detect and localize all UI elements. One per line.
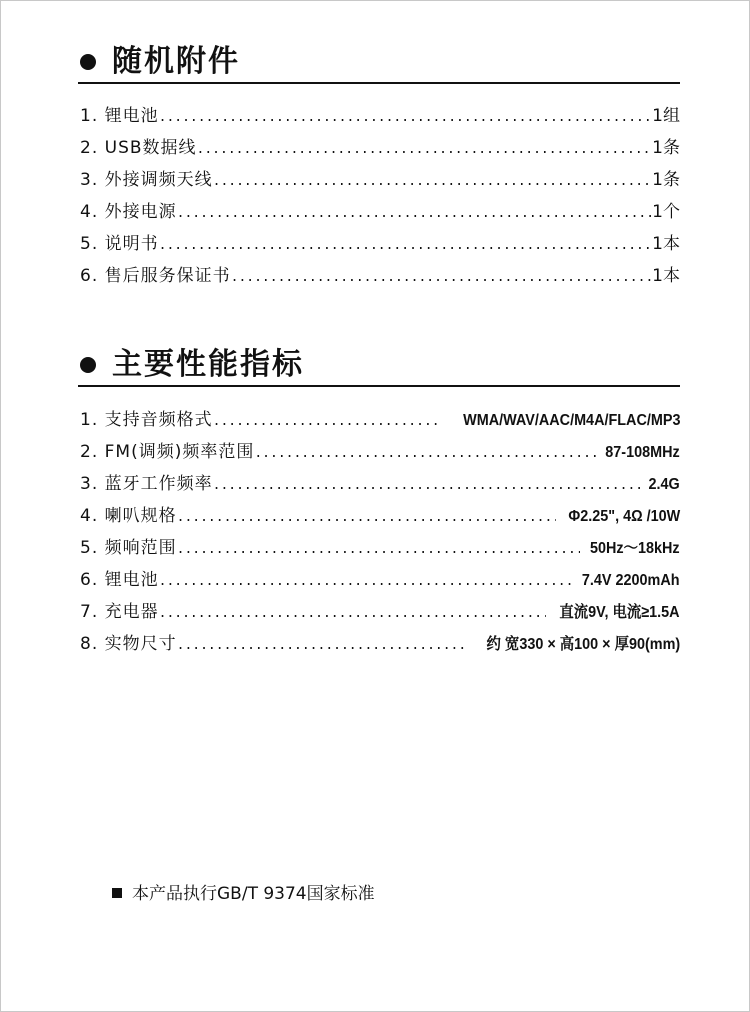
item-label: 3. 蓝牙工作频率: [80, 474, 213, 494]
item-value: 2.4G: [648, 476, 680, 493]
item-label: 3. 外接调频天线: [80, 170, 213, 190]
list-item: [80, 564, 680, 596]
leader-dots: [159, 566, 572, 598]
leader-dots: [254, 438, 597, 470]
item-label: 2. USB数据线: [80, 138, 197, 158]
item-label: 8. 实物尺寸: [80, 634, 177, 654]
leader-dots: [159, 102, 653, 134]
item-label: 1. 支持音频格式: [80, 410, 213, 430]
accessories-title: 随机附件: [112, 44, 240, 79]
specs-title: 主要性能指标: [112, 347, 304, 382]
item-label: 6. 锂电池: [80, 570, 159, 590]
item-value: 87-108MHz: [605, 444, 680, 461]
item-label: 5. 频响范围: [80, 538, 177, 558]
leader-dots: [177, 630, 465, 662]
item-value: 1条: [652, 138, 680, 158]
list-item: [80, 228, 680, 260]
item-value: 1个: [652, 202, 680, 222]
list-item: [80, 260, 680, 292]
item-value: 7.4V 2200mAh: [582, 572, 680, 589]
leader-dots: [177, 534, 581, 566]
item-label: 5. 说明书: [80, 234, 159, 254]
square-bullet-icon: [112, 888, 122, 898]
leader-dots: [231, 262, 653, 294]
item-label: 2. FM(调频)频率范围: [80, 442, 255, 462]
leader-dots: [177, 502, 556, 534]
accessories-header: [78, 42, 680, 84]
item-value: 1组: [652, 106, 680, 126]
item-label: 7. 充电器: [80, 602, 159, 622]
list-item: [80, 436, 680, 468]
item-value: 1本: [652, 234, 680, 254]
list-item: [80, 628, 680, 660]
leader-dots: [159, 230, 653, 262]
bullet-dot-icon: [80, 54, 96, 70]
list-item: [80, 196, 680, 228]
item-label: 6. 售后服务保证书: [80, 266, 231, 286]
leader-dots: [177, 198, 653, 230]
list-item: [80, 100, 680, 132]
leader-dots: [213, 166, 653, 198]
item-label: 4. 外接电源: [80, 202, 177, 222]
standard-note: [112, 882, 375, 906]
item-value: 约 宽330 × 高100 × 厚90(mm): [486, 636, 680, 653]
list-item: [80, 132, 680, 164]
item-value: 1条: [652, 170, 680, 190]
item-value: WMA/WAV/AAC/M4A/FLAC/MP3: [462, 412, 680, 429]
item-label: 1. 锂电池: [80, 106, 159, 126]
standard-note-text: 本产品执行GB/T 9374国家标准: [132, 884, 375, 904]
list-item: [80, 596, 680, 628]
item-value: Φ2.25", 4Ω /10W: [568, 508, 680, 525]
list-item: [80, 532, 680, 564]
list-item: [80, 404, 680, 436]
leader-dots: [213, 470, 646, 502]
leader-dots: [197, 134, 653, 166]
specs-list: [80, 404, 680, 660]
item-value: 50Hz～18kHz: [590, 540, 680, 557]
leader-dots: [213, 406, 439, 438]
specs-header: [78, 345, 680, 387]
bullet-dot-icon: [80, 357, 96, 373]
item-value: 1本: [652, 266, 680, 286]
item-value: 直流9V, 电流≥1.5A: [559, 604, 680, 621]
accessories-list: [80, 100, 680, 292]
item-label: 4. 喇叭规格: [80, 506, 177, 526]
leader-dots: [159, 598, 547, 630]
list-item: [80, 164, 680, 196]
list-item: [80, 468, 680, 500]
list-item: [80, 500, 680, 532]
